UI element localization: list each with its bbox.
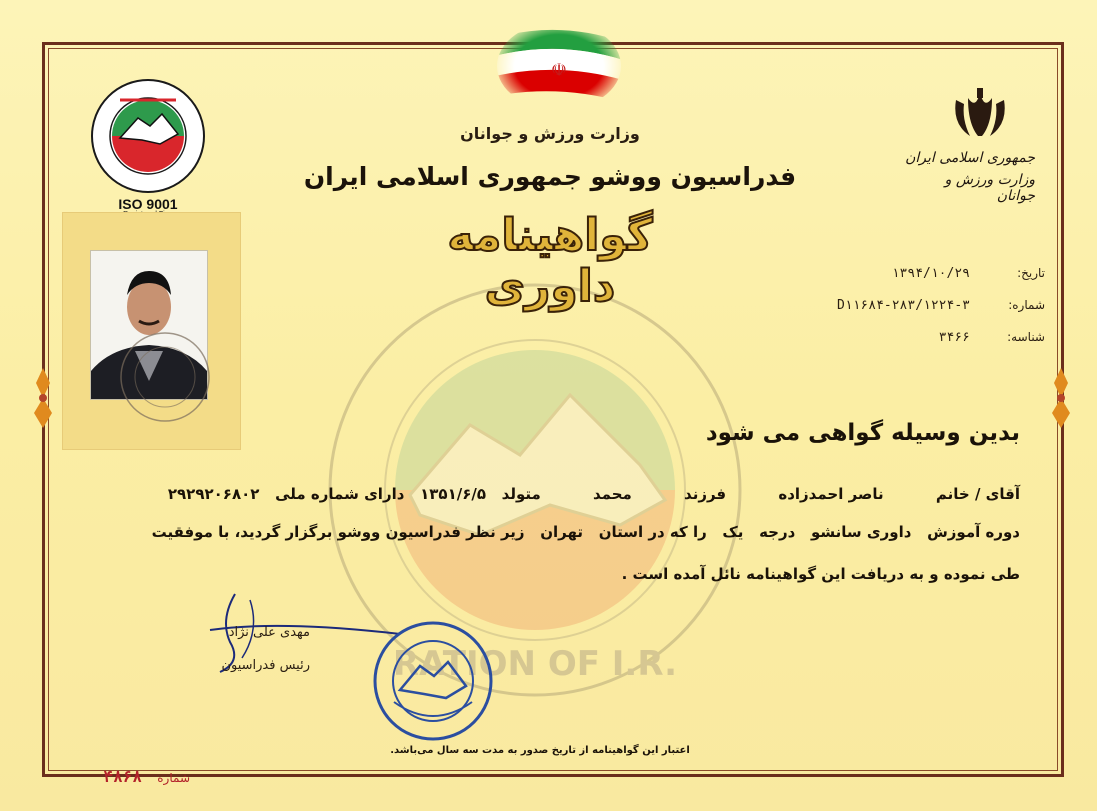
validity-note: اعتبار این گواهینامه از تاریخ صدور به مدت سه سال می‌باشد. bbox=[390, 745, 690, 756]
number-value: D۱۱۶۸۴-۲۸۳/۱۲۲۴-۳ bbox=[836, 298, 970, 313]
iran-flag-icon bbox=[495, 20, 623, 112]
government-line2: وزارت ورزش و جوانان bbox=[944, 172, 1035, 204]
photo-stamp bbox=[118, 330, 212, 424]
svg-text:☫: ☫ bbox=[550, 60, 568, 81]
number-label: شماره: bbox=[1008, 298, 1045, 312]
official-stamp bbox=[372, 620, 494, 742]
svg-text:RATION OF I.R.: RATION OF I.R. bbox=[392, 644, 678, 684]
date-label: تاریخ: bbox=[1017, 266, 1045, 280]
id-label: شناسه: bbox=[1007, 330, 1045, 344]
body-line-3: طی نموده و به دریافت این گواهینامه نائل آمده است . bbox=[621, 565, 1020, 583]
signatory-name: مهدی علی نژاد bbox=[228, 625, 310, 640]
ministry-title: وزارت ورزش و جوانان bbox=[460, 124, 640, 143]
serial-label: شماره bbox=[157, 771, 190, 785]
id-value: ۳۴۶۶ bbox=[938, 330, 970, 345]
certificate-title: گواهینامه داوری bbox=[447, 210, 653, 312]
right-ornament-icon bbox=[1048, 368, 1074, 428]
federation-title: فدراسیون ووشو جمهوری اسلامی ایران bbox=[303, 162, 797, 191]
serial-number: ۴۸۶۸ bbox=[103, 767, 142, 786]
federation-logo bbox=[90, 78, 206, 194]
body-line-1: آقای / خانم ناصر احمدزاده فرزند محمد متولد ۱۳۵۱/۶/۵ دارای شماره ملی ۲۹۲۹۲۰۶۸۰۲ bbox=[167, 485, 1020, 503]
left-ornament-icon bbox=[30, 368, 56, 428]
certify-statement: بدین وسیله گواهی می شود bbox=[705, 420, 1020, 446]
iso-label: ISO 9001 bbox=[118, 196, 178, 212]
date-value: ۱۳۹۴/۱۰/۲۹ bbox=[891, 266, 970, 281]
government-line1: جمهوری اسلامی ایران bbox=[905, 150, 1035, 166]
signatory-role: رئیس فدراسیون bbox=[221, 658, 310, 673]
body-line-2: دوره آموزش داوری سانشو درجه یک را که در استان تهران زیر نظر فدراسیون ووشو برگزار گردید، با موفقیت bbox=[151, 523, 1020, 541]
iran-emblem-icon bbox=[948, 80, 1012, 144]
